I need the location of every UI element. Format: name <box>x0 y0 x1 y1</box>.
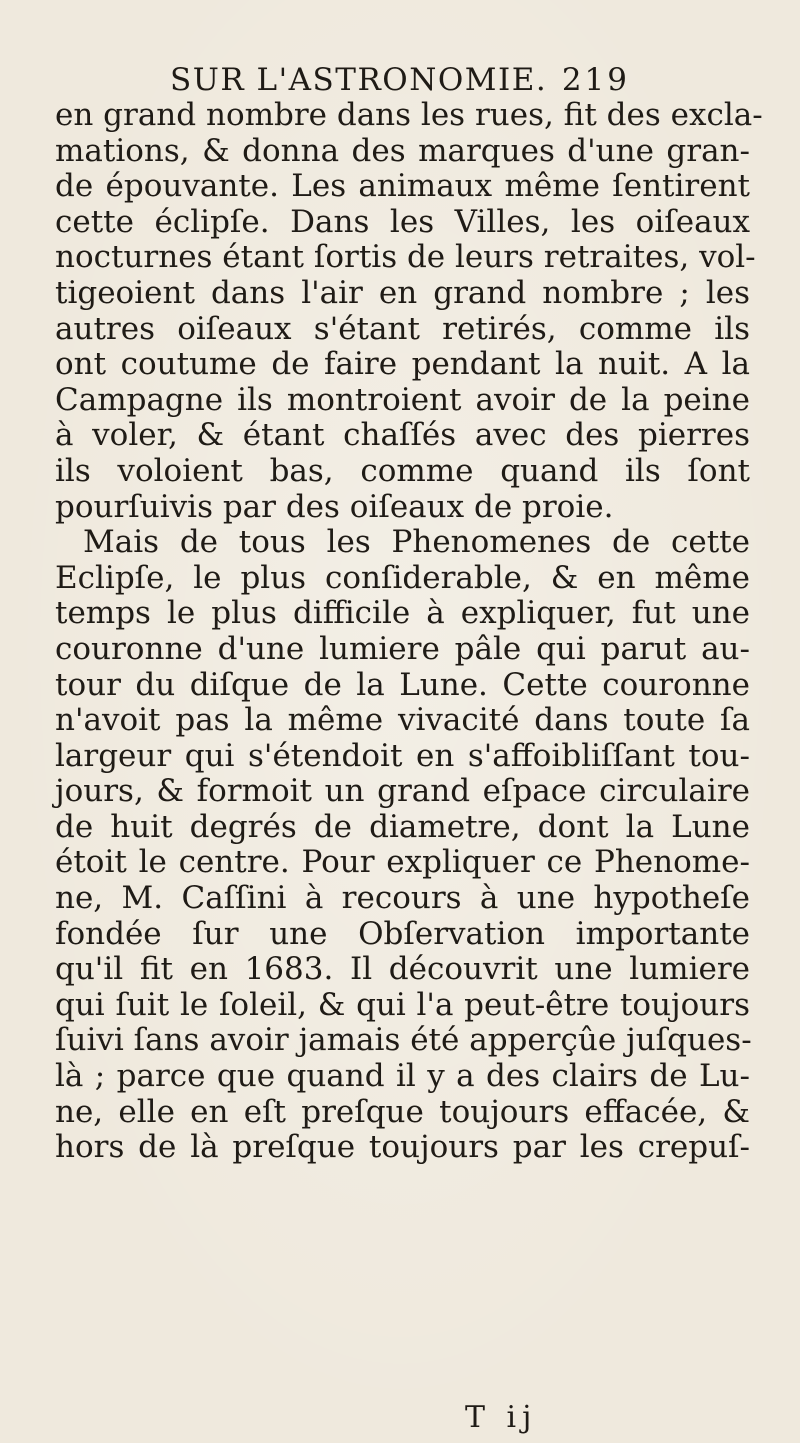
text-line: couronne d'une lumiere pâle qui parut au- <box>55 630 750 667</box>
text-line: nocturnes étant ſortis de leurs retraites, vol- <box>55 239 756 276</box>
text-line: Eclipſe, le plus conſiderable, & en même <box>55 559 750 596</box>
page-header <box>170 62 630 102</box>
text-line: mations, & donna des marques d'une gran- <box>55 132 750 169</box>
text-line: Campagne ils montroient avoir de la peine <box>55 381 750 418</box>
page-number: 219 <box>561 62 630 98</box>
text-line: qu'il fit en 1683. Il découvrit une lumiere <box>55 951 750 988</box>
text-line: de huit degrés de diametre, dont la Lune <box>55 808 750 845</box>
running-head: SUR L'ASTRONOMIE. <box>170 62 548 98</box>
text-line: autres oiſeaux s'étant retirés, comme ils <box>55 310 750 347</box>
text-line: là ; parce que quand il y a des clairs de Lu- <box>55 1058 750 1095</box>
text-line: ſuivi ſans avoir jamais été apperçûe juſques- <box>55 1022 752 1059</box>
text-line: à voler, & étant chaſſés avec des pierres <box>55 417 750 454</box>
text-line: temps le plus difficile à expliquer, fut une <box>55 595 750 632</box>
text-line: de épouvante. Les animaux même ſentirent <box>55 168 750 205</box>
text-line: tigeoient dans l'air en grand nombre ; les <box>55 274 750 311</box>
text-line: jours, & formoit un grand eſpace circulaire <box>55 773 750 810</box>
text-line: en grand nombre dans les rues, fit des excla- <box>55 97 763 133</box>
text-line: ils voloient bas, comme quand ils ſont <box>55 452 750 489</box>
signature-mark: T ij <box>465 1400 538 1435</box>
text-line: Mais de tous les Phenomenes de cette <box>83 524 750 561</box>
text-line: cette éclipſe. Dans les Villes, les oiſeaux <box>55 203 750 240</box>
text-line: ne, elle en eſt preſque toujours effacée, & <box>55 1093 750 1130</box>
text-line: tour du diſque de la Lune. Cette couronne <box>55 666 750 703</box>
text-line: pourſuivis par des oiſeaux de proie. <box>55 488 614 525</box>
text-line: étoit le centre. Pour expliquer ce Phenome- <box>55 844 750 881</box>
body-text <box>55 97 763 1166</box>
text-line: largeur qui s'étendoit en s'affoibliſſant tou- <box>55 737 750 774</box>
text-line: hors de là preſque toujours par les crepuſ- <box>55 1129 750 1166</box>
text-line: n'avoit pas la même vivacité dans toute ſa <box>55 702 750 739</box>
text-line: fondée ſur une Obſervation importante <box>55 915 750 952</box>
text-line: ne, M. Caſſini à recours à une hypotheſe <box>55 880 750 917</box>
text-line: qui ſuit le ſoleil, & qui l'a peut-être toujours <box>55 986 750 1023</box>
text-line: ont coutume de faire pendant la nuit. A la <box>55 346 750 383</box>
